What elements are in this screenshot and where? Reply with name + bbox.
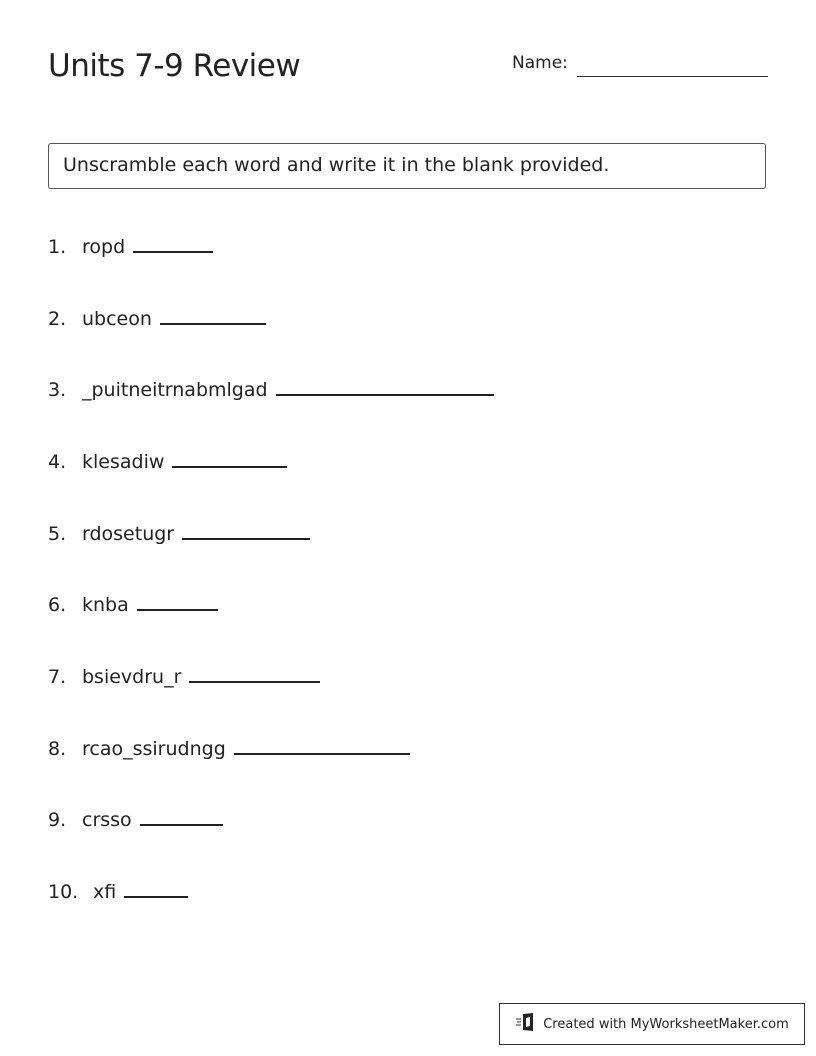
- list-item: [48, 523, 310, 545]
- scrambled-word: rdosetugr: [82, 523, 175, 545]
- list-item: [48, 379, 494, 401]
- instructions-box: Unscramble each word and write it in the blank provided.: [48, 143, 766, 189]
- scrambled-word: crsso: [82, 809, 132, 831]
- item-number: 9.: [48, 809, 67, 831]
- scrambled-word: bsievdru_r: [82, 666, 182, 688]
- answer-blank[interactable]: [140, 823, 223, 826]
- answer-blank[interactable]: [160, 322, 266, 325]
- list-item: [48, 881, 188, 903]
- answer-blank[interactable]: [133, 250, 213, 253]
- name-label: Name:: [512, 53, 568, 73]
- page-title: Units 7-9 Review: [48, 48, 301, 84]
- scrambled-word: xfi: [93, 881, 117, 903]
- item-number: 8.: [48, 738, 67, 760]
- scrambled-word: ropd: [82, 236, 126, 258]
- item-number: 7.: [48, 666, 67, 688]
- item-number: 6.: [48, 594, 67, 616]
- list-item: [48, 738, 410, 760]
- item-number: 2.: [48, 308, 67, 330]
- worksheet-logo-icon: [515, 1012, 537, 1036]
- list-item: [48, 666, 320, 688]
- scrambled-word: _puitneitrnabmlgad: [82, 379, 268, 401]
- list-item: [48, 308, 266, 330]
- scrambled-word: klesadiw: [82, 451, 165, 473]
- answer-blank[interactable]: [172, 465, 287, 468]
- item-number: 5.: [48, 523, 67, 545]
- item-number: 3.: [48, 379, 67, 401]
- footer-badge[interactable]: [499, 1003, 805, 1045]
- scrambled-word: rcao_ssirudngg: [82, 738, 226, 760]
- scrambled-word: ubceon: [82, 308, 152, 330]
- item-number: 10.: [48, 881, 79, 903]
- list-item: [48, 236, 213, 258]
- list-item: [48, 451, 287, 473]
- scrambled-word: knba: [82, 594, 129, 616]
- footer-text: Created with MyWorksheetMaker.com: [543, 1016, 789, 1032]
- answer-blank[interactable]: [137, 608, 218, 611]
- answer-blank[interactable]: [124, 895, 188, 898]
- answer-blank[interactable]: [182, 537, 310, 540]
- answer-blank[interactable]: [234, 752, 410, 755]
- answer-blank[interactable]: [276, 393, 494, 396]
- list-item: [48, 594, 218, 616]
- list-item: [48, 809, 223, 831]
- item-number: 1.: [48, 236, 67, 258]
- answer-blank[interactable]: [189, 680, 320, 683]
- item-number: 4.: [48, 451, 67, 473]
- name-blank[interactable]: [577, 76, 768, 77]
